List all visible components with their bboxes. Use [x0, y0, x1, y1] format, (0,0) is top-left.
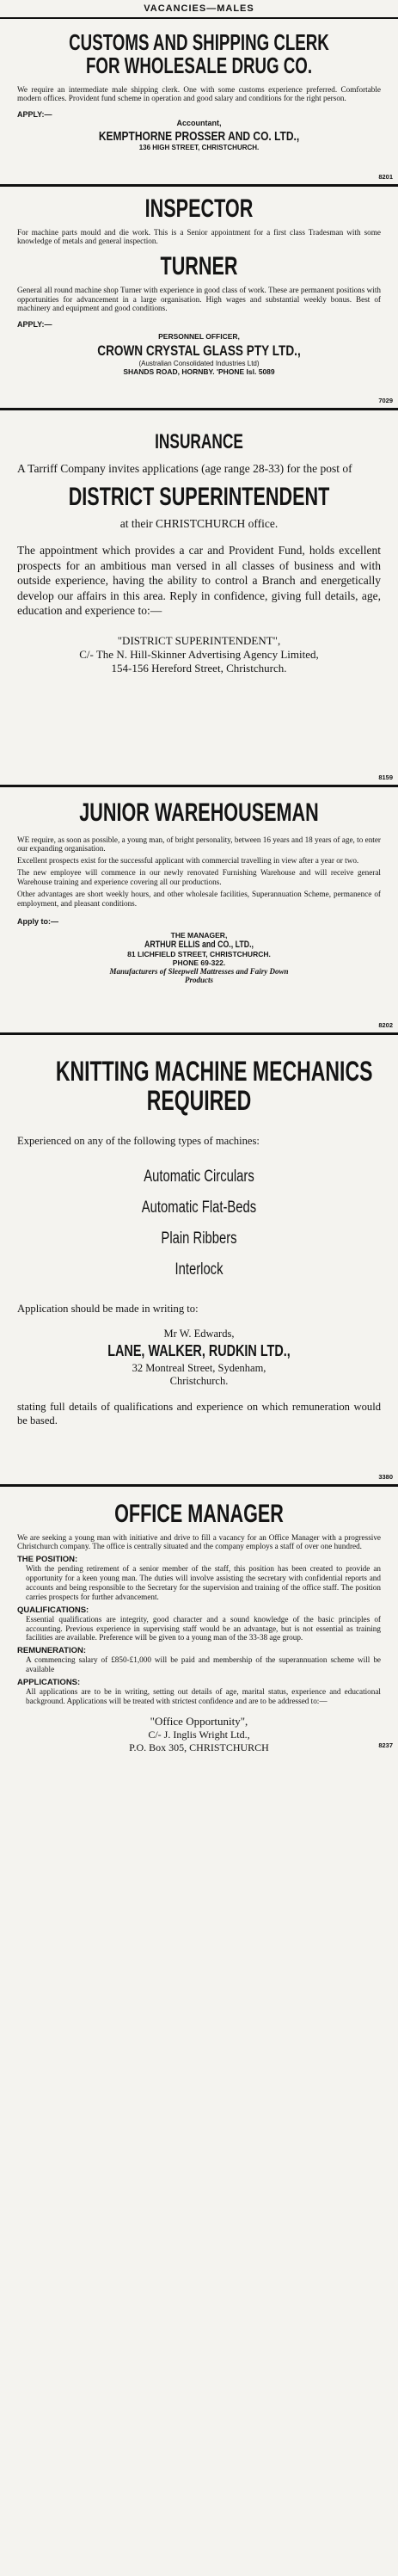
- contact-line: "DISTRICT SUPERINTENDENT",: [117, 633, 281, 647]
- contact-line: "Office Opportunity",: [150, 1714, 248, 1728]
- section-title: APPLICATIONS:: [17, 1677, 81, 1687]
- contact-line: 81 LICHFIELD STREET, CHRISTCHURCH.: [127, 949, 271, 958]
- company-name: LANE, WALKER, RUDKIN LTD.,: [107, 1341, 291, 1359]
- ad-headline: JUNIOR WAREHOUSEMAN: [79, 798, 319, 827]
- contact-line: PHONE 69-322.: [172, 958, 226, 967]
- ad-body: General all round machine shop Turner with experience in good class of work. These are permanent positions with opportunities for advancement in a large organisation. High wages and substantial weekly bonus. Best of machinery and equipment and good conditions.: [17, 285, 381, 313]
- apply-label: Apply to:—: [17, 916, 58, 926]
- ad-body: We require an intermediate male shipping clerk. One with some customs experience preferred. Comfortable modern offices. Provident fund scheme in operation and good salary and conditions for the right person.: [17, 84, 381, 103]
- ad-office-manager: [0, 1487, 398, 2576]
- contact-title: PERSONNEL OFFICER,: [158, 332, 240, 342]
- machine-type: Automatic Flat-Beds: [141, 1198, 257, 1217]
- contact-line: Mr W. Edwards,: [163, 1327, 235, 1340]
- company-address: SHANDS ROAD, HORNBY. 'PHONE Isl. 5089: [123, 367, 275, 377]
- ad-body: Excellent prospects exist for the successful applicant with commercial travelling in view after a year or two.: [17, 856, 359, 866]
- company-note: (Australian Consolidated Industries Ltd): [138, 360, 260, 368]
- machine-type: Plain Ribbers: [161, 1229, 237, 1248]
- ad-body: The new employee will commence in our newly renovated Furnishing Warehouse and will receive general Warehouse training and experience covering all our productions.: [17, 868, 381, 886]
- contact-line: C/- The N. Hill-Skinner Advertising Agency Limited,: [79, 647, 319, 661]
- company-name: KEMPTHORNE PROSSER AND CO. LTD.,: [98, 129, 300, 145]
- company-name: CROWN CRYSTAL GLASS PTY LTD.,: [97, 342, 301, 360]
- ad-headline: TURNER: [160, 252, 238, 281]
- ad-reference: 8237: [378, 1741, 393, 1749]
- ad-headline: CUSTOMS AND SHIPPING CLERK: [69, 29, 329, 55]
- ad-intro: We are seeking a young man with initiative and drive to fill a vacancy for an Office Manager with a progressive Christchurch company. The office is centrally situated and the company employs a staff of over one hundred.: [17, 1532, 381, 1551]
- company-address: 136 HIGH STREET, CHRISTCHURCH.: [138, 144, 260, 152]
- ad-inspector-turner: [0, 187, 398, 410]
- ad-headline: OFFICE MANAGER: [114, 1500, 284, 1528]
- ad-reference: 3380: [378, 1473, 393, 1481]
- ad-headline: DISTRICT SUPERINTENDENT: [68, 482, 330, 511]
- section-body: With the pending retirement of a senior member of the staff, this position has been created to provide an opportunity for a keen young man. The duties will involve assisting the secretary with confidential reports and accounts and being responsible to the Secretary for the supervision and training of the office staff. The position carries prospects for further advancement.: [26, 1564, 381, 1601]
- contact-line: 154-156 Hereford Street, Christchurch.: [111, 661, 287, 675]
- section-title: QUALIFICATIONS:: [17, 1605, 89, 1615]
- section-header: VACANCIES—MALES: [0, 0, 398, 19]
- contact-line: 32 Montreal Street, Sydenham,: [132, 1361, 266, 1374]
- section-title: THE POSITION:: [17, 1555, 78, 1565]
- ad-headline: FOR WHOLESALE DRUG CO.: [85, 52, 313, 79]
- section-body: All applications are to be in writing, setting out details of age, marital status, experience and educational background. Applications will be treated with strictest confidence and are to be addressed to:—: [26, 1686, 381, 1705]
- apply-label: APPLY:—: [17, 320, 52, 330]
- ad-reference: 8201: [378, 173, 393, 181]
- ad-body: WE require, as soon as possible, a young man, of bright personality, between 16 years and 18 years of age, to enter our expanding organisation.: [17, 835, 381, 854]
- ad-reference: 7029: [378, 397, 393, 404]
- ad-intro: A Tarriff Company invites applications (age range 28-33) for the post of: [17, 462, 352, 476]
- contact-line: Christchurch.: [169, 1374, 229, 1387]
- ad-reference: 8202: [378, 1021, 393, 1029]
- machine-type: Automatic Circulars: [144, 1167, 254, 1186]
- contact-title: Accountant,: [176, 119, 222, 128]
- apply-label: Application should be made in writing to:: [17, 1302, 199, 1315]
- ad-headline: INSPECTOR: [144, 194, 254, 223]
- ad-headline: KNITTING MACHINE MECHANICS: [55, 1056, 373, 1087]
- ad-body: The appointment which provides a car and Provident Fund, holds excellent prospects for an ambitious man versed in all classes of business and with outside experience, having the ability to control a Branch and energetically develop our affairs in this area. Reply in confidence, giving full details, age, education and experience to:—: [17, 544, 381, 618]
- apply-label: APPLY:—: [17, 110, 52, 120]
- section-body: Essential qualifications are integrity, good character and a sound knowledge of the basic principles of accounting. Previous experience in supervising staff would be an advantage, but is not essential as training facilities are available. Preference will be given to a young man of the 33-38 age group.: [26, 1614, 381, 1642]
- ad-knitting-mechanics: [0, 1035, 398, 1487]
- company-name: ARTHUR ELLIS and CO., LTD.,: [144, 939, 254, 950]
- machine-list: [0, 1168, 398, 1279]
- ad-intro: Experienced on any of the following types of machines:: [17, 1135, 260, 1148]
- contact-line: P.O. Box 305, CHRISTCHURCH: [129, 1741, 269, 1753]
- ad-body: stating full details of qualifications and experience on which remuneration would be based.: [17, 1400, 381, 1427]
- section-title: REMUNERATION:: [17, 1646, 87, 1656]
- ad-junior-warehouseman: [0, 787, 398, 1035]
- ad-headline: INSURANCE: [155, 430, 243, 453]
- machine-type: Interlock: [175, 1260, 223, 1279]
- contact-line: THE MANAGER,: [170, 930, 228, 940]
- ad-reference: 8159: [378, 773, 393, 781]
- ad-headline: REQUIRED: [146, 1084, 252, 1116]
- contact-line: Manufacturers of Sleepwell Mattresses and Fairy Down Products: [109, 966, 289, 984]
- section-body: A commencing salary of £850-£1,000 will be paid and membership of the superannuation scheme will be available: [26, 1655, 381, 1674]
- contact-line: C/- J. Inglis Wright Ltd.,: [148, 1728, 250, 1741]
- ad-body: For machine parts mould and die work. This is a Senior appointment for a first class Tradesman with some knowledge of metals and general inspection.: [17, 227, 381, 246]
- ad-district-superintendent: [0, 410, 398, 787]
- ad-location: at their CHRISTCHURCH office.: [119, 517, 279, 531]
- ad-body: Other advantages are short weekly hours, and other wholesale facilities, Superannuation Scheme, permanence of employment, and pleasant conditions.: [17, 889, 381, 908]
- ad-shipping-clerk: [0, 19, 398, 187]
